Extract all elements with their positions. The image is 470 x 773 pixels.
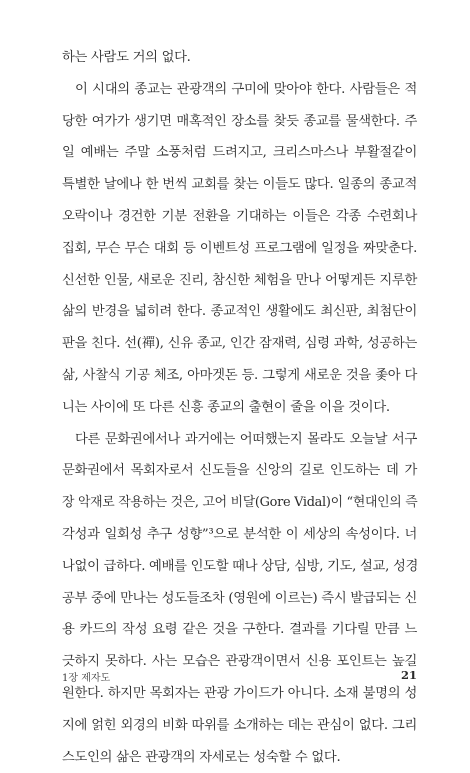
text-line: 판을 친다. 선(禪), 신유 종교, 인간 잠재력, 심령 과학, 성공하는	[62, 336, 417, 352]
text-line: 공부 중에 만나는 성도들조차 (영원에 이르는) 즉시 발급되는 신	[62, 590, 417, 606]
page-number: 21	[400, 668, 417, 682]
text-line: 스도인의 삶은 관광객의 자세로는 성숙할 수 없다.	[62, 749, 341, 765]
text-line: 문화권에서 목회자로서 신도들을 신앙의 길로 인도하는 데 가	[62, 463, 417, 479]
text-line: 하는 사람도 거의 없다.	[62, 50, 191, 65]
text-line: 니는 사이에 또 다른 신흥 종교의 출현이 줄을 이을 것이다.	[62, 399, 390, 415]
text-line: 다른 문화권에서나 과거에는 어떠했는지 몰라도 오늘날 서구	[75, 431, 417, 447]
text-line: 각성과 일회성 추구 성향”³으로 분석한 이 세상의 속성이다. 너	[62, 526, 417, 542]
text-line: 신선한 인물, 새로운 진리, 참신한 체험을 만나 어떻게든 지루한	[62, 272, 417, 288]
text-line: 삶, 사찰식 기공 체조, 아마겟돈 등. 그렇게 새로운 것을 좇아 다	[62, 367, 417, 383]
text-line: 집회, 무슨 무슨 대회 등 이벤트성 프로그램에 일정을 짜맞춘다.	[62, 240, 417, 256]
text-line: 장 악재로 작용하는 것은, 고어 비달(Gore Vidal)이 “현대인의 즉	[62, 495, 418, 511]
text-line: 오락이나 경건한 기분 전환을 기대하는 이들은 각종 수련회나	[62, 208, 417, 224]
text-line: 삶의 반경을 넓히려 한다. 종교적인 생활에도 최신판, 최첨단이	[62, 304, 417, 320]
text-line: 나없이 급하다. 예배를 인도할 때나 상담, 심방, 기도, 설교, 성경	[62, 558, 419, 574]
text-line: 특별한 날에나 한 번씩 교회를 찾는 이들도 많다. 일종의 종교적	[62, 177, 417, 193]
text-line: 일 예배는 주말 소풍처럼 드려지고, 크리스마스나 부활절같이	[62, 145, 417, 161]
chapter-label: 1장 제자도	[62, 673, 111, 684]
text-line: 이 시대의 종교는 관광객의 구미에 맞아야 한다. 사람들은 적	[75, 81, 417, 97]
body-text	[62, 42, 417, 773]
text-line: 당한 여가가 생기면 매혹적인 장소를 찾듯 종교를 물색한다. 주	[62, 113, 417, 129]
page-footer	[62, 669, 417, 687]
text-line: 지에 얽힌 외경의 비화 따위를 소개하는 데는 관심이 없다. 그리	[62, 717, 417, 733]
text-line: 원한다. 하지만 목회자는 관광 가이드가 아니다. 소재 불명의 성	[62, 685, 417, 701]
text-line: 긋하지 못하다. 사는 모습은 관광객이면서 신용 포인트는 높길	[62, 654, 417, 670]
text-line: 용 카드의 작성 요령 같은 것을 구한다. 결과를 기다릴 만큼 느	[62, 622, 417, 638]
